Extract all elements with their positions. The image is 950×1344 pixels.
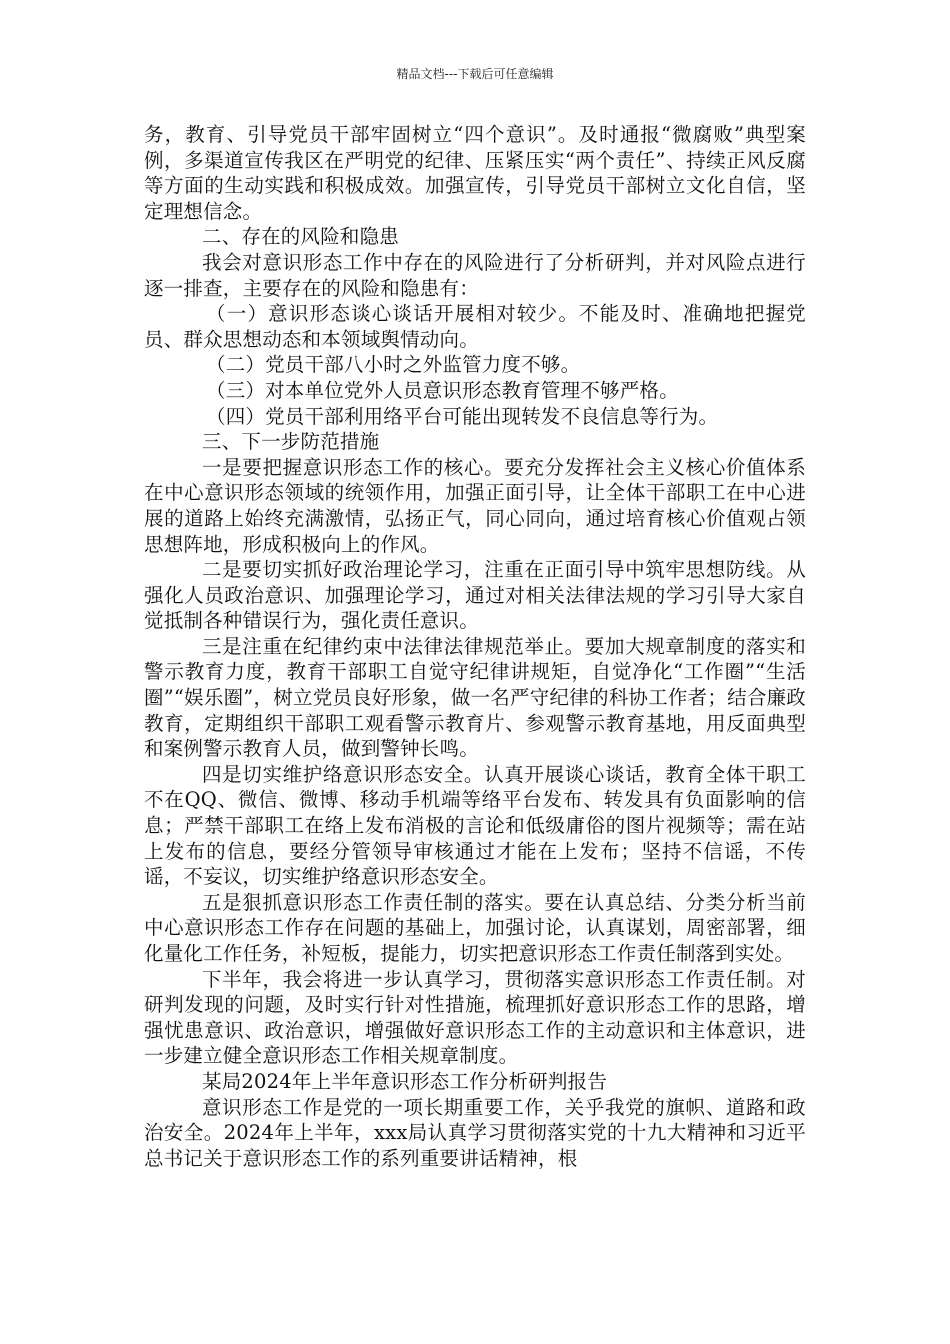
measure-3: 三是注重在纪律约束中法律法律规范举止。要加大规章制度的落实和警示教育力度，教育干部职工自觉守纪律讲规矩，自觉净化“工作圈”“生活圈”“娱乐圈”，树立党员良好形象，做一名严守纪律的科协工作者；结合廉政教育，定期组织干部职工观看警示教育片、参观警示教育基地，用反面典型和案例警示教育人员，做到警钟长鸣。 xyxy=(144,634,806,761)
section-heading-measures: 三、下一步防范措施 xyxy=(202,430,380,454)
section-heading-risks: 二、存在的风险和隐患 xyxy=(202,225,400,249)
risk-item-3: （三）对本单位党外人员意识形态教育管理不够严格。 xyxy=(206,378,679,402)
document-body xyxy=(144,122,806,1171)
measure-1: 一是要把握意识形态工作的核心。要充分发挥社会主义核心价值体系在中心意识形态领域的统领作用，加强正面引导，让全体干部职工在中心进展的道路上始终充满激情，弘扬正气，同心同向，通过培育核心价值观占领思想阵地，形成积极向上的作风。 xyxy=(144,455,806,556)
risk-item-2: （二）党员干部八小时之外监管力度不够。 xyxy=(206,353,581,377)
risk-item-1: （一）意识形态谈心谈话开展相对较少。不能及时、准确地把握党员、群众思想动态和本领域舆情动向。 xyxy=(144,302,806,351)
report-title: 某局2024年上半年意识形态工作分析研判报告 xyxy=(202,1069,608,1093)
paragraph-risk-analysis: 我会对意识形态工作中存在的风险进行了分析研判，并对风险点进行逐一排查，主要存在的风险和隐患有： xyxy=(144,250,806,300)
risk-item-4: （四）党员干部利用络平台可能出现转发不良信息等行为。 xyxy=(206,404,719,428)
paragraph-intro-continuation: 务，教育、引导党员干部牢固树立“四个意识”。及时通报“微腐败”典型案例，多渠道宣传我区在严明党的纪律、压紧压实“两个责任”、持续正风反腐等方面的生动实践和积极成效。加强宣传，引导党员干部树立文化自信，坚定理想信念。 xyxy=(144,123,806,223)
paragraph-report-intro: 意识形态工作是党的一项长期重要工作，关乎我党的旗帜、道路和政治安全。2024年上半年，xxx局认真学习贯彻落实党的十九大精神和习近平总书记关于意识形态工作的系列重要讲话精神，根 xyxy=(144,1095,806,1170)
measure-2: 二是要切实抓好政治理论学习，注重在正面引导中筑牢思想防线。从强化人员政治意识、加强理论学习，通过对相关法律法规的学习引导大家自觉抵制各种错误行为，强化责任意识。 xyxy=(144,558,806,633)
measure-4: 四是切实维护络意识形态安全。认真开展谈心谈话，教育全体干职工不在QQ、微信、微博、移动手机端等络平台发布、转发具有负面影响的信息；严禁干部职工在络上发布消极的言论和低级庸俗的图片视频等；需在站上发布的信息，要经分管领导审核通过才能在上发布；坚持不信谣，不传谣，不妄议，切实维护络意识形态安全。 xyxy=(144,762,806,889)
paragraph-second-half-plan: 下半年，我会将进一步认真学习，贯彻落实意识形态工作责任制。对研判发现的问题，及时实行针对性措施，梳理抓好意识形态工作的思路，增强忧患意识、政治意识，增强做好意识形态工作的主动意识和主体意识，进一步建立健全意识形态工作相关规章制度。 xyxy=(144,967,806,1068)
page-header: 精品文档---下载后可任意编辑 xyxy=(396,67,554,81)
measure-5: 五是狠抓意识形态工作责任制的落实。要在认真总结、分类分析当前中心意识形态工作存在问题的基础上，加强讨论，认真谋划，周密部署，细化量化工作任务，补短板，提能力，切实把意识形态工作责任制落到实处。 xyxy=(144,890,806,965)
